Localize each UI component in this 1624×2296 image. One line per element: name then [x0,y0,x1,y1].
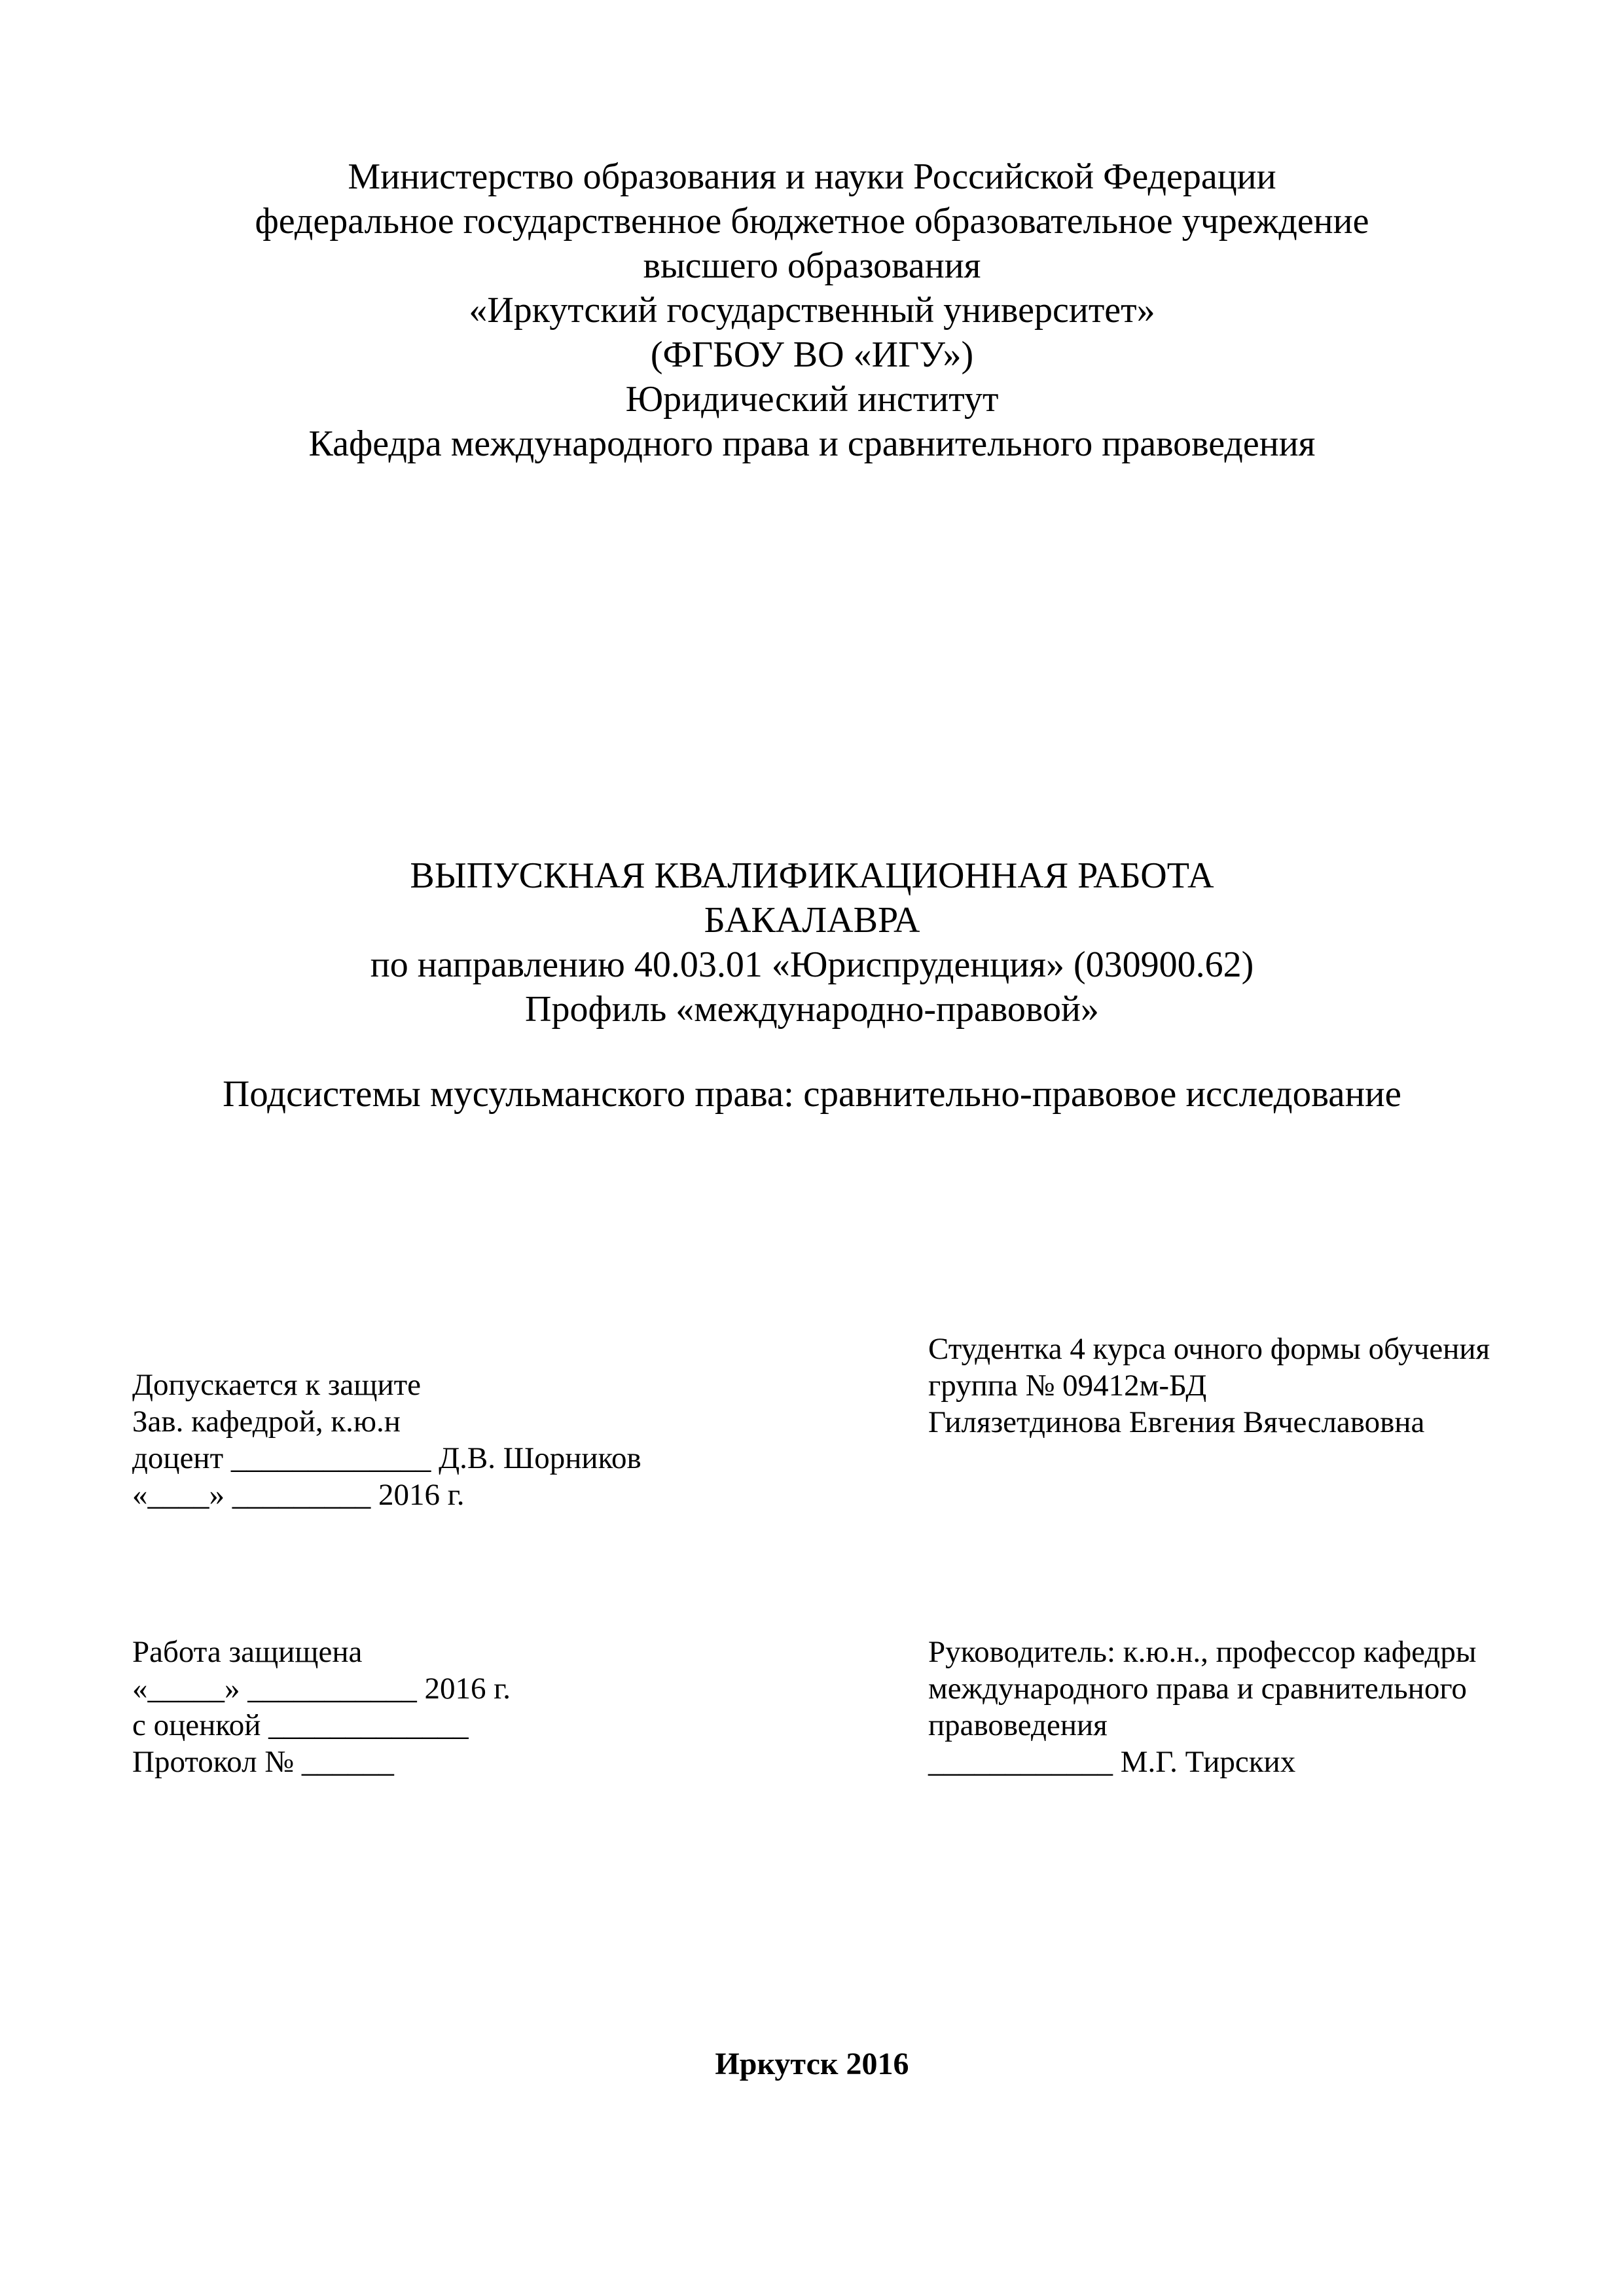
admission-line-1: Допускается к защите [132,1368,422,1402]
work-type-line: ВЫПУСКНАЯ КВАЛИФИКАЦИОННАЯ РАБОТА [410,855,1214,896]
degree-line: БАКАЛАВРА [704,900,920,941]
supervisor-line-4: ____________ М.Г. Тирских [928,1745,1296,1779]
admission-line-4: «____» _________ 2016 г. [132,1478,465,1512]
institution-type-line: федеральное государственное бюджетное образовательное учреждение [255,201,1369,242]
institute-line: Юридический институт [625,379,999,420]
defense-line-4: Протокол № ______ [132,1745,394,1779]
work-title-block [0,853,1624,1031]
direction-line: по направлению 40.03.01 «Юриспруденция» (030900.62) [370,944,1254,985]
thesis-topic-block [0,1072,1624,1117]
student-line-3: Гилязетдинова Евгения Вячеславовна [928,1405,1425,1439]
university-abbreviation: (ФГБОУ ВО «ИГУ») [650,334,974,375]
education-level-line: высшего образования [643,245,981,286]
student-block [928,1331,1490,1441]
city-year-block [0,2045,1624,2084]
admission-block [132,1367,641,1513]
ministry-line: Министерство образования и науки Российской Федерации [348,156,1276,197]
supervisor-line-1: Руководитель: к.ю.н., профессор кафедры [928,1635,1477,1669]
supervisor-block [928,1634,1476,1780]
department-line: Кафедра международного права и сравнительного правоведения [308,423,1316,464]
defense-line-2: «_____» ___________ 2016 г. [132,1672,511,1706]
institution-header [0,154,1624,466]
thesis-topic: Подсистемы мусульманского права: сравнительно-правовое исследование [223,1073,1401,1115]
profile-line: Профиль «международно-правовой» [525,989,1099,1030]
defense-line-3: с оценкой _____________ [132,1708,469,1742]
city-year: Иркутск 2016 [715,2047,909,2081]
defense-block [132,1634,511,1780]
university-line: «Иркутский государственный университет» [469,290,1155,331]
student-line-1: Студентка 4 курса очного формы обучения [928,1332,1490,1366]
supervisor-line-2: международного права и сравнительного [928,1672,1467,1706]
defense-line-1: Работа защищена [132,1635,363,1669]
admission-line-2: Зав. кафедрой, к.ю.н [132,1405,401,1439]
admission-line-3: доцент _____________ Д.В. Шорников [132,1441,641,1475]
student-line-2: группа № 09412м-БД [928,1369,1207,1403]
supervisor-line-3: правоведения [928,1708,1108,1742]
